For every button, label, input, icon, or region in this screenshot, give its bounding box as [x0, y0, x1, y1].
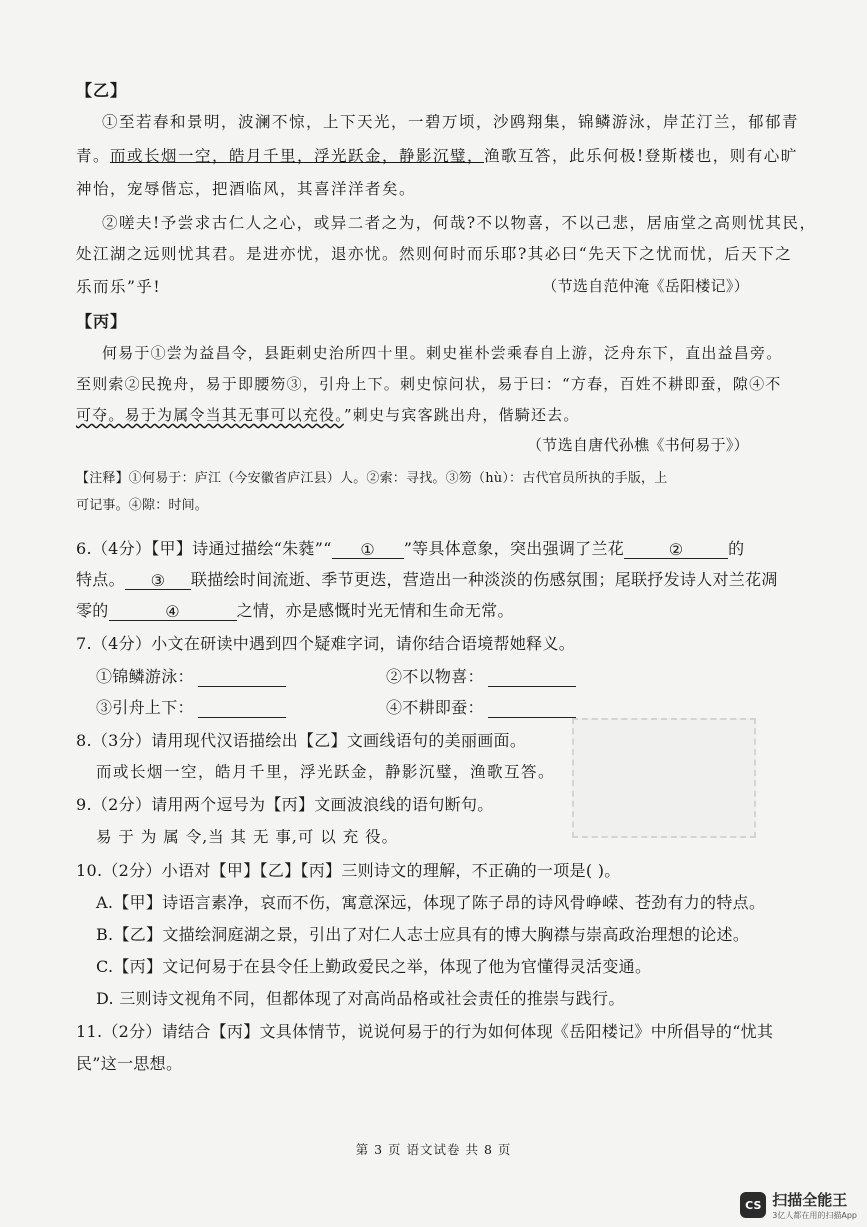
passage-yi-source: （节选自范仲淹《岳阳楼记》） — [542, 277, 749, 295]
q10-stem: 10.（2分）小语对【甲】【乙】【丙】三则诗文的理解，不正确的一项是( )。 — [76, 861, 621, 880]
q7-item-1 — [96, 664, 286, 687]
passage-yi-p2-line2: 处江湖之远则忧其君。是进亦忧，退亦忧。然则何时而乐耶?其必曰“先天下之忧而忧，后天下之 — [76, 245, 793, 263]
passage-bing-source: （节选自唐代孙樵《书何易于》） — [526, 436, 749, 454]
q6-text: 零的 — [76, 601, 109, 620]
q7-answer-2[interactable] — [488, 668, 576, 687]
passage-bing-line3 — [76, 404, 580, 425]
passage-yi-p1-line2 — [76, 144, 798, 166]
notes-line1: 【注释】①何易于：庐江（今安徽省庐江县）人。②索：寻找。③笏（hù）：古代官员所执的手版，上 — [76, 471, 668, 486]
passage-yi-text: 青。 — [76, 147, 111, 165]
q6-blank-1[interactable]: ① — [332, 540, 404, 559]
q7-label: ①锦鳞游泳： — [96, 667, 194, 686]
passage-bing-line1: 何易于①尝为益昌令，县距刺史治所四十里。刺史崔朴尝乘春自上游，泛舟东下，直出益昌旁。 — [102, 344, 783, 362]
q6-line3 — [76, 598, 514, 621]
watermark-title: 扫描全能王 — [772, 1191, 848, 1209]
notes-line2: 可记事。④隙：时间。 — [76, 498, 209, 513]
q6-line1 — [76, 536, 744, 559]
camscanner-logo-icon: CS — [740, 1192, 766, 1218]
q6-text: 特点。 — [76, 570, 125, 589]
passage-yi-p2-line1: ②嗟夫!予尝求古仁人之心，或异二者之为，何哉?不以物喜，不以己悲，居庙堂之高则忧其民， — [102, 214, 817, 232]
q7-answer-3[interactable] — [198, 699, 286, 718]
q6-text: ”等具体意象，突出强调了兰花 — [403, 539, 625, 558]
q10-option-a[interactable]: A.【甲】诗语言素净，哀而不伤，寓意深远，体现了陈子昂的诗风骨峥嵘、苍劲有力的特点。 — [96, 893, 766, 912]
passage-bing-text: ”刺史与宾客跳出舟，偕騎还去。 — [343, 406, 580, 424]
q7-label: ②不以物喜： — [386, 667, 484, 686]
q8-stem: 8.（3分）请用现代汉语描绘出【乙】文画线语句的美丽画面。 — [76, 731, 527, 750]
wavy-sentence: 可夺。易于为属令当其无事可以充役。 — [76, 406, 344, 424]
q7-answer-4[interactable] — [488, 699, 576, 718]
q6-text: 之情，亦是感慨时光无情和生命无常。 — [236, 601, 514, 620]
q7-answer-1[interactable] — [198, 668, 286, 687]
watermark-subtitle: 3亿人都在用的扫描App — [772, 1211, 857, 1220]
q7-item-3 — [96, 695, 286, 718]
q7-item-4 — [386, 695, 576, 718]
q7-label: ③引舟上下： — [96, 698, 194, 717]
passage-yi-p2-line3: 乐而乐”乎! — [76, 278, 162, 296]
passage-yi-p1-line1: ①至若春和景明，波澜不惊，上下天光，一碧万顷，沙鸥翔集，锦鳞游泳，岸芷汀兰，郁郁青 — [102, 113, 800, 131]
scanner-watermark — [740, 1189, 857, 1221]
q7-stem: 7.（4分）小文在研读中遇到四个疑难字词，请你结合语境帮她释义。 — [76, 634, 576, 653]
q11-line1: 11.（2分）请结合【丙】文具体情节，说说何易于的行为如何体现《岳阳楼记》中所倡导的“忧其 — [76, 1022, 774, 1041]
passage-yi-text: 渔歌互答，此乐何极!登斯楼也，则有心旷 — [484, 147, 798, 165]
q6-blank-3[interactable]: ③ — [125, 571, 191, 590]
q6-text: 的 — [728, 539, 745, 558]
page-footer: 第 3 页 语文试卷 共 8 页 — [355, 1142, 512, 1157]
q10-option-c[interactable]: C.【丙】文记何易于在县令任上勤政爱民之举，体现了他为官懂得灵活变通。 — [96, 957, 652, 976]
passage-yi-label: 【乙】 — [76, 81, 128, 100]
q6-text: 6.（4分）【甲】诗通过描绘“朱蕤”“ — [76, 539, 332, 558]
q8-quote: 而或长烟一空，皓月千里，浮光跃金，静影沉璧，渔歌互答。 — [96, 763, 556, 781]
watermark-text — [772, 1189, 857, 1221]
q6-blank-2[interactable]: ② — [624, 540, 728, 559]
passage-yi-p1-line3: 神怡，宠辱偕忘，把酒临风，其喜洋洋者矣。 — [76, 180, 417, 198]
q6-text: 联描绘时间流逝、季节更迭，营造出一种淡淡的伤感氛围；尾联抒发诗人对兰花凋 — [190, 570, 778, 589]
passage-bing-line2: 至则索②民挽舟，易于即腰笏③，引舟上下。刺史惊问状，易于曰：“方春，百姓不耕即蚕，隙④不 — [76, 375, 782, 393]
q9-quote: 易 于 为 属 令,当 其 无 事,可 以 充 役。 — [96, 828, 399, 846]
q9-stem: 9.（2分）请用两个逗号为【丙】文画波浪线的语句断句。 — [76, 795, 494, 814]
q7-label: ④不耕即蚕： — [386, 698, 484, 717]
faded-stamp — [572, 718, 756, 838]
q6-blank-4[interactable]: ④ — [109, 602, 237, 621]
q11-line2: 民”这一思想。 — [76, 1054, 183, 1073]
q7-item-2 — [386, 664, 576, 687]
q10-option-b[interactable]: B.【乙】文描绘洞庭湖之景，引出了对仁人志士应具有的博大胸襟与崇高政治理想的论述。 — [96, 925, 750, 944]
q10-option-d[interactable]: D. 三则诗文视角不同，但都体现了对高尚品格或社会责任的推崇与践行。 — [96, 989, 625, 1008]
underlined-sentence: 而或长烟一空，皓月千里，浮光跃金，静影沉璧， — [110, 147, 485, 165]
q6-line2 — [76, 567, 778, 590]
passage-bing-label: 【丙】 — [76, 312, 128, 331]
